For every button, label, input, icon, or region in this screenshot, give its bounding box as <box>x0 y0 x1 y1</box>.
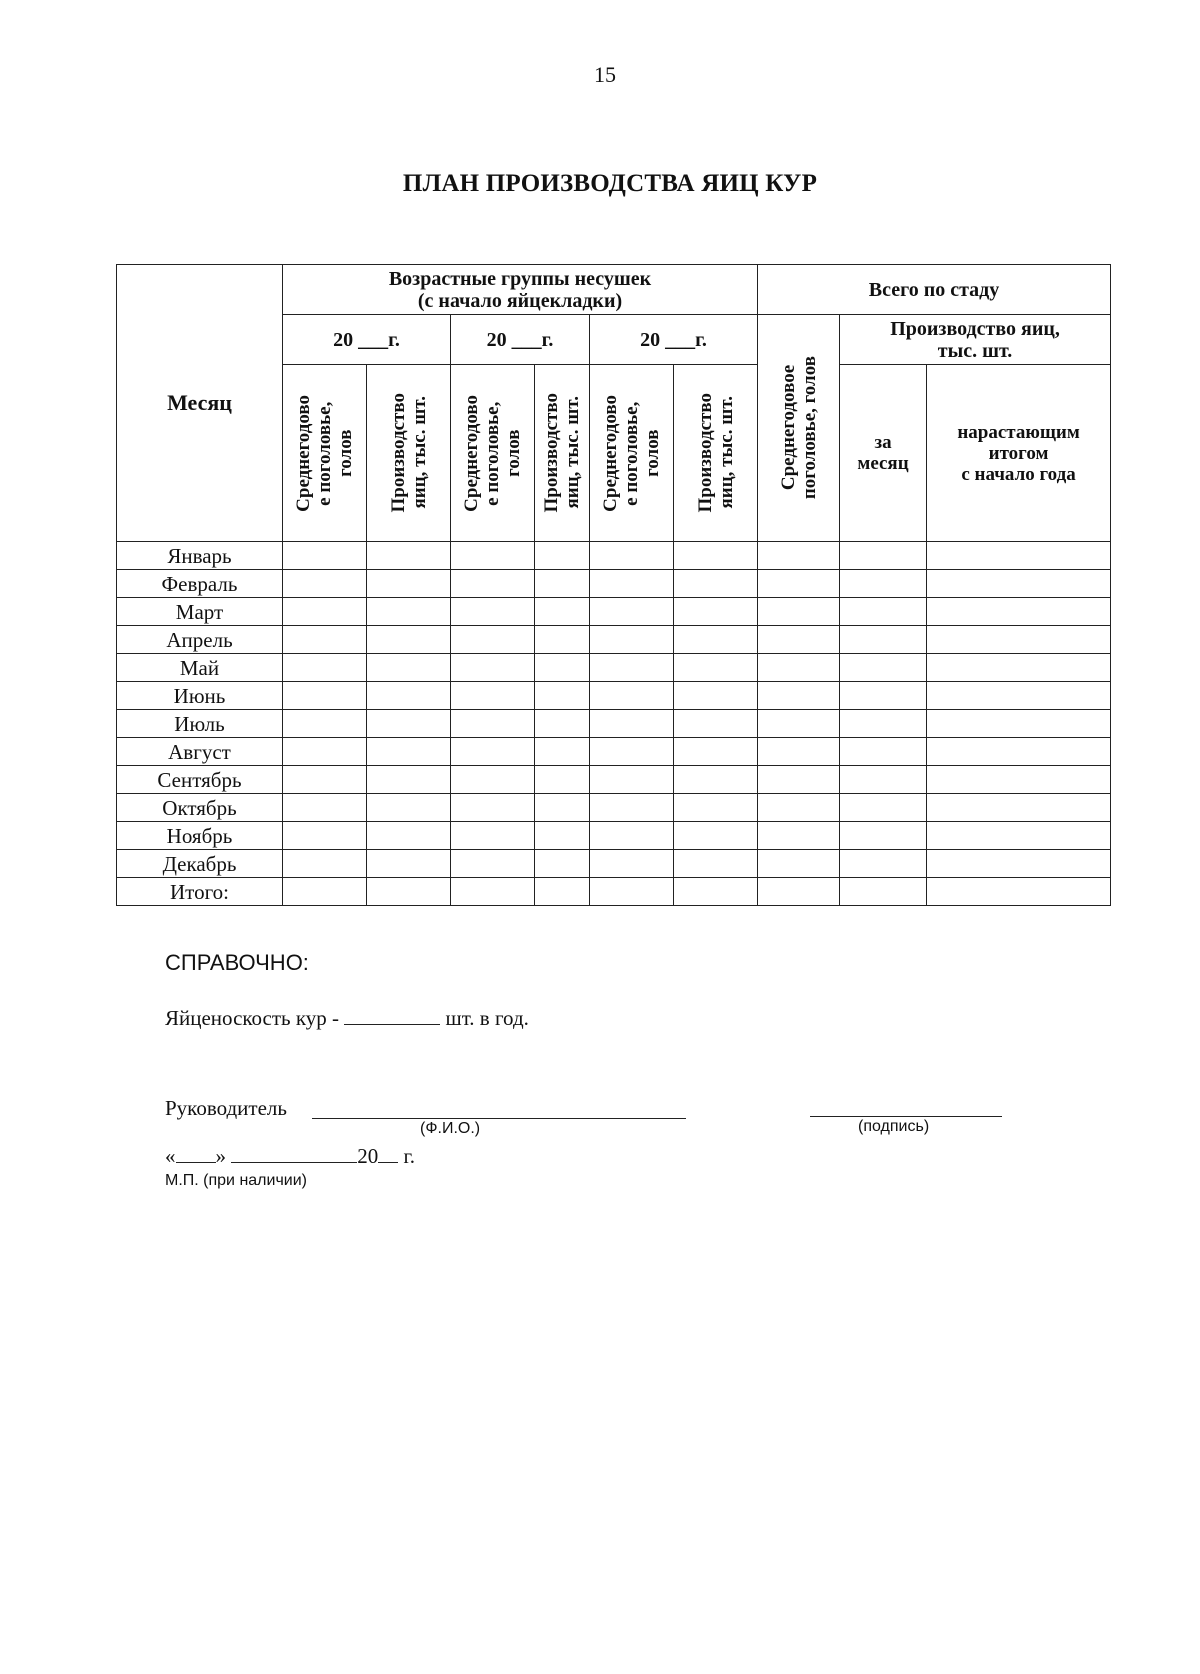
value-cell[interactable] <box>840 794 927 822</box>
month-name-cell: Октябрь <box>117 794 283 822</box>
month-column-header: Месяц <box>117 265 283 542</box>
value-cell[interactable] <box>367 738 451 766</box>
value-cell[interactable] <box>367 654 451 682</box>
value-cell[interactable] <box>590 822 674 850</box>
total-production-line1: Производство яиц, <box>890 317 1060 340</box>
table-row <box>117 766 1111 794</box>
value-cell[interactable] <box>927 710 1111 738</box>
value-cell[interactable] <box>840 654 927 682</box>
value-cell[interactable] <box>283 598 367 626</box>
value-cell[interactable] <box>840 682 927 710</box>
value-cell[interactable] <box>367 878 451 906</box>
value-cell[interactable] <box>674 766 758 794</box>
value-cell[interactable] <box>674 850 758 878</box>
avg-header-line2: е поголовье, <box>482 400 503 506</box>
value-cell[interactable] <box>535 822 590 850</box>
avg-header-line3: голов <box>503 429 524 477</box>
date-year-prefix: 20 <box>357 1144 379 1168</box>
value-cell[interactable] <box>927 682 1111 710</box>
cumulative-line2: итогом <box>988 442 1049 464</box>
value-cell[interactable] <box>451 794 535 822</box>
value-cell[interactable] <box>367 542 451 570</box>
value-cell[interactable] <box>590 738 674 766</box>
value-cell[interactable] <box>590 570 674 598</box>
total-avg-livestock-header <box>758 315 840 542</box>
value-cell[interactable] <box>674 738 758 766</box>
total-avg-line1: Среднегодовое <box>777 365 799 491</box>
table-row <box>117 682 1111 710</box>
value-cell[interactable] <box>535 850 590 878</box>
value-cell[interactable] <box>758 794 840 822</box>
value-cell[interactable] <box>674 794 758 822</box>
value-cell[interactable] <box>674 822 758 850</box>
per-month-header <box>840 365 927 542</box>
table-row <box>117 626 1111 654</box>
table-row <box>117 654 1111 682</box>
value-cell[interactable] <box>674 570 758 598</box>
egg-production-header-3 <box>674 365 758 542</box>
month-name-cell: Ноябрь <box>117 822 283 850</box>
month-name-cell: Июль <box>117 710 283 738</box>
total-production-line2: тыс. шт. <box>937 339 1013 362</box>
prod-header-line2: яиц, тыс. шт. <box>408 396 430 510</box>
value-cell[interactable] <box>758 878 840 906</box>
page-title: ПЛАН ПРОИЗВОДСТВА ЯИЦ КУР <box>402 170 818 197</box>
value-cell[interactable] <box>590 850 674 878</box>
value-cell[interactable] <box>674 878 758 906</box>
value-cell[interactable] <box>927 822 1111 850</box>
value-cell[interactable] <box>451 766 535 794</box>
value-cell[interactable] <box>367 766 451 794</box>
value-cell[interactable] <box>451 654 535 682</box>
value-cell[interactable] <box>535 654 590 682</box>
value-cell[interactable] <box>927 654 1111 682</box>
value-cell[interactable] <box>927 570 1111 598</box>
yield-line <box>165 1006 529 1031</box>
value-cell[interactable] <box>840 710 927 738</box>
avg-livestock-header-3 <box>590 365 674 542</box>
table-row <box>117 822 1111 850</box>
signature-blank-field[interactable] <box>810 1116 1002 1117</box>
value-cell[interactable] <box>927 794 1111 822</box>
value-cell[interactable] <box>451 738 535 766</box>
table-row <box>117 570 1111 598</box>
value-cell[interactable] <box>535 738 590 766</box>
value-cell[interactable] <box>535 626 590 654</box>
avg-header-line3: голов <box>335 429 356 477</box>
value-cell[interactable] <box>451 822 535 850</box>
value-cell[interactable] <box>674 654 758 682</box>
value-cell[interactable] <box>758 682 840 710</box>
value-cell[interactable] <box>927 542 1111 570</box>
value-cell[interactable] <box>758 654 840 682</box>
value-cell[interactable] <box>535 542 590 570</box>
table-row <box>117 598 1111 626</box>
avg-header-line3: голов <box>642 429 663 477</box>
value-cell[interactable] <box>840 626 927 654</box>
year-group-1: 20 ___г. <box>283 315 451 365</box>
value-cell[interactable] <box>840 850 927 878</box>
value-cell[interactable] <box>927 850 1111 878</box>
value-cell[interactable] <box>758 570 840 598</box>
page-number: 15 <box>594 62 616 87</box>
value-cell[interactable] <box>590 878 674 906</box>
value-cell[interactable] <box>367 682 451 710</box>
value-cell[interactable] <box>451 570 535 598</box>
prod-header-line2: яиц, тыс. шт. <box>715 396 737 510</box>
value-cell[interactable] <box>758 542 840 570</box>
value-cell[interactable] <box>535 766 590 794</box>
value-cell[interactable] <box>758 710 840 738</box>
egg-production-plan-table <box>116 264 1111 906</box>
value-cell[interactable] <box>674 626 758 654</box>
avg-livestock-header-1 <box>283 365 367 542</box>
per-month-line1: за <box>874 432 892 453</box>
month-name-cell: Август <box>117 738 283 766</box>
value-cell[interactable] <box>283 626 367 654</box>
value-cell[interactable] <box>840 542 927 570</box>
value-cell[interactable] <box>367 570 451 598</box>
value-cell[interactable] <box>840 766 927 794</box>
value-cell[interactable] <box>590 794 674 822</box>
table-body <box>117 542 1111 906</box>
year-group-2: 20 ___г. <box>451 315 590 365</box>
value-cell[interactable] <box>283 570 367 598</box>
cumulative-line3: с начало года <box>961 463 1076 485</box>
value-cell[interactable] <box>758 598 840 626</box>
value-cell[interactable] <box>840 570 927 598</box>
value-cell[interactable] <box>758 822 840 850</box>
prod-header-line1: Производство <box>694 393 716 513</box>
cumulative-line1: нарастающим <box>957 421 1080 443</box>
reference-title: СПРАВОЧНО: <box>165 950 309 975</box>
value-cell[interactable] <box>535 794 590 822</box>
date-year-blank[interactable] <box>378 1144 398 1163</box>
value-cell[interactable] <box>758 850 840 878</box>
value-cell[interactable] <box>283 794 367 822</box>
value-cell[interactable] <box>590 766 674 794</box>
value-cell[interactable] <box>451 850 535 878</box>
value-cell[interactable] <box>927 878 1111 906</box>
month-name-cell: Декабрь <box>117 850 283 878</box>
date-close-quote: » <box>215 1144 226 1168</box>
yield-suffix: шт. в год. <box>445 1006 529 1030</box>
value-cell[interactable] <box>535 878 590 906</box>
value-cell[interactable] <box>283 822 367 850</box>
value-cell[interactable] <box>840 598 927 626</box>
value-cell[interactable] <box>927 766 1111 794</box>
value-cell[interactable] <box>590 626 674 654</box>
seal-note: М.П. (при наличии) <box>165 1172 307 1189</box>
table-row <box>117 794 1111 822</box>
value-cell[interactable] <box>674 542 758 570</box>
total-avg-line2: поголовье, голов <box>798 356 820 500</box>
value-cell[interactable] <box>535 682 590 710</box>
value-cell[interactable] <box>283 878 367 906</box>
avg-header-line2: е поголовье, <box>621 400 642 506</box>
value-cell[interactable] <box>674 710 758 738</box>
month-name-cell: Июнь <box>117 682 283 710</box>
date-year-suffix: г. <box>403 1144 415 1168</box>
value-cell[interactable] <box>674 682 758 710</box>
avg-livestock-header-2 <box>451 365 535 542</box>
age-groups-header-line2: (с начало яйцекладки) <box>417 289 623 312</box>
value-cell[interactable] <box>758 626 840 654</box>
value-cell[interactable] <box>283 738 367 766</box>
herd-total-header: Всего по стаду <box>758 265 1111 315</box>
value-cell[interactable] <box>840 738 927 766</box>
signature-caption: (подпись) <box>858 1118 930 1135</box>
value-cell[interactable] <box>283 766 367 794</box>
value-cell[interactable] <box>590 682 674 710</box>
value-cell[interactable] <box>451 542 535 570</box>
value-cell[interactable] <box>451 710 535 738</box>
date-open-quote: « <box>165 1144 176 1168</box>
value-cell[interactable] <box>367 598 451 626</box>
value-cell[interactable] <box>367 710 451 738</box>
year-group-3: 20 ___г. <box>590 315 758 365</box>
yield-prefix: Яйценоскость кур - <box>165 1006 340 1030</box>
age-groups-header-line1: Возрастные группы несушек <box>388 267 652 290</box>
value-cell[interactable] <box>535 570 590 598</box>
value-cell[interactable] <box>451 878 535 906</box>
month-name-cell: Итого: <box>117 878 283 906</box>
fio-blank-field[interactable] <box>312 1118 686 1119</box>
value-cell[interactable] <box>590 654 674 682</box>
value-cell[interactable] <box>590 598 674 626</box>
value-cell[interactable] <box>590 542 674 570</box>
table-row <box>117 878 1111 906</box>
value-cell[interactable] <box>283 850 367 878</box>
total-production-header <box>840 315 1111 365</box>
egg-production-header-1 <box>367 365 451 542</box>
prod-header-line1: Производство <box>541 393 562 513</box>
month-name-cell: Апрель <box>117 626 283 654</box>
cumulative-header <box>927 365 1111 542</box>
value-cell[interactable] <box>758 766 840 794</box>
month-name-cell: Февраль <box>117 570 283 598</box>
avg-header-line1: Среднегодово <box>600 394 621 512</box>
date-line <box>165 1144 415 1169</box>
date-month-blank[interactable] <box>231 1144 357 1163</box>
value-cell[interactable] <box>367 794 451 822</box>
value-cell[interactable] <box>451 682 535 710</box>
month-name-cell: Январь <box>117 542 283 570</box>
value-cell[interactable] <box>283 542 367 570</box>
value-cell[interactable] <box>927 598 1111 626</box>
head-label: Руководитель <box>165 1096 287 1120</box>
value-cell[interactable] <box>367 626 451 654</box>
value-cell[interactable] <box>840 822 927 850</box>
avg-header-line1: Среднегодово <box>293 394 314 512</box>
value-cell[interactable] <box>451 598 535 626</box>
value-cell[interactable] <box>367 850 451 878</box>
value-cell[interactable] <box>927 626 1111 654</box>
table-row <box>117 710 1111 738</box>
month-name-cell: Сентябрь <box>117 766 283 794</box>
table-row <box>117 738 1111 766</box>
value-cell[interactable] <box>758 738 840 766</box>
value-cell[interactable] <box>840 878 927 906</box>
month-name-cell: Март <box>117 598 283 626</box>
value-cell[interactable] <box>283 682 367 710</box>
avg-header-line2: е поголовье, <box>314 400 335 506</box>
value-cell[interactable] <box>535 598 590 626</box>
table-row <box>117 542 1111 570</box>
value-cell[interactable] <box>367 822 451 850</box>
value-cell[interactable] <box>535 710 590 738</box>
month-name-cell: Май <box>117 654 283 682</box>
per-month-line2: месяц <box>857 453 909 474</box>
table-row <box>117 850 1111 878</box>
egg-production-header-2 <box>535 365 590 542</box>
value-cell[interactable] <box>451 626 535 654</box>
value-cell[interactable] <box>590 710 674 738</box>
value-cell[interactable] <box>927 738 1111 766</box>
date-day-blank[interactable] <box>176 1144 216 1163</box>
prod-header-line2: яиц, тыс. шт. <box>562 396 583 510</box>
fio-caption: (Ф.И.О.) <box>420 1120 481 1137</box>
yield-blank-field[interactable] <box>344 1006 440 1025</box>
age-groups-header <box>283 265 758 315</box>
value-cell[interactable] <box>283 710 367 738</box>
value-cell[interactable] <box>283 654 367 682</box>
value-cell[interactable] <box>674 598 758 626</box>
avg-header-line1: Среднегодово <box>461 394 482 512</box>
prod-header-line1: Производство <box>387 393 409 513</box>
